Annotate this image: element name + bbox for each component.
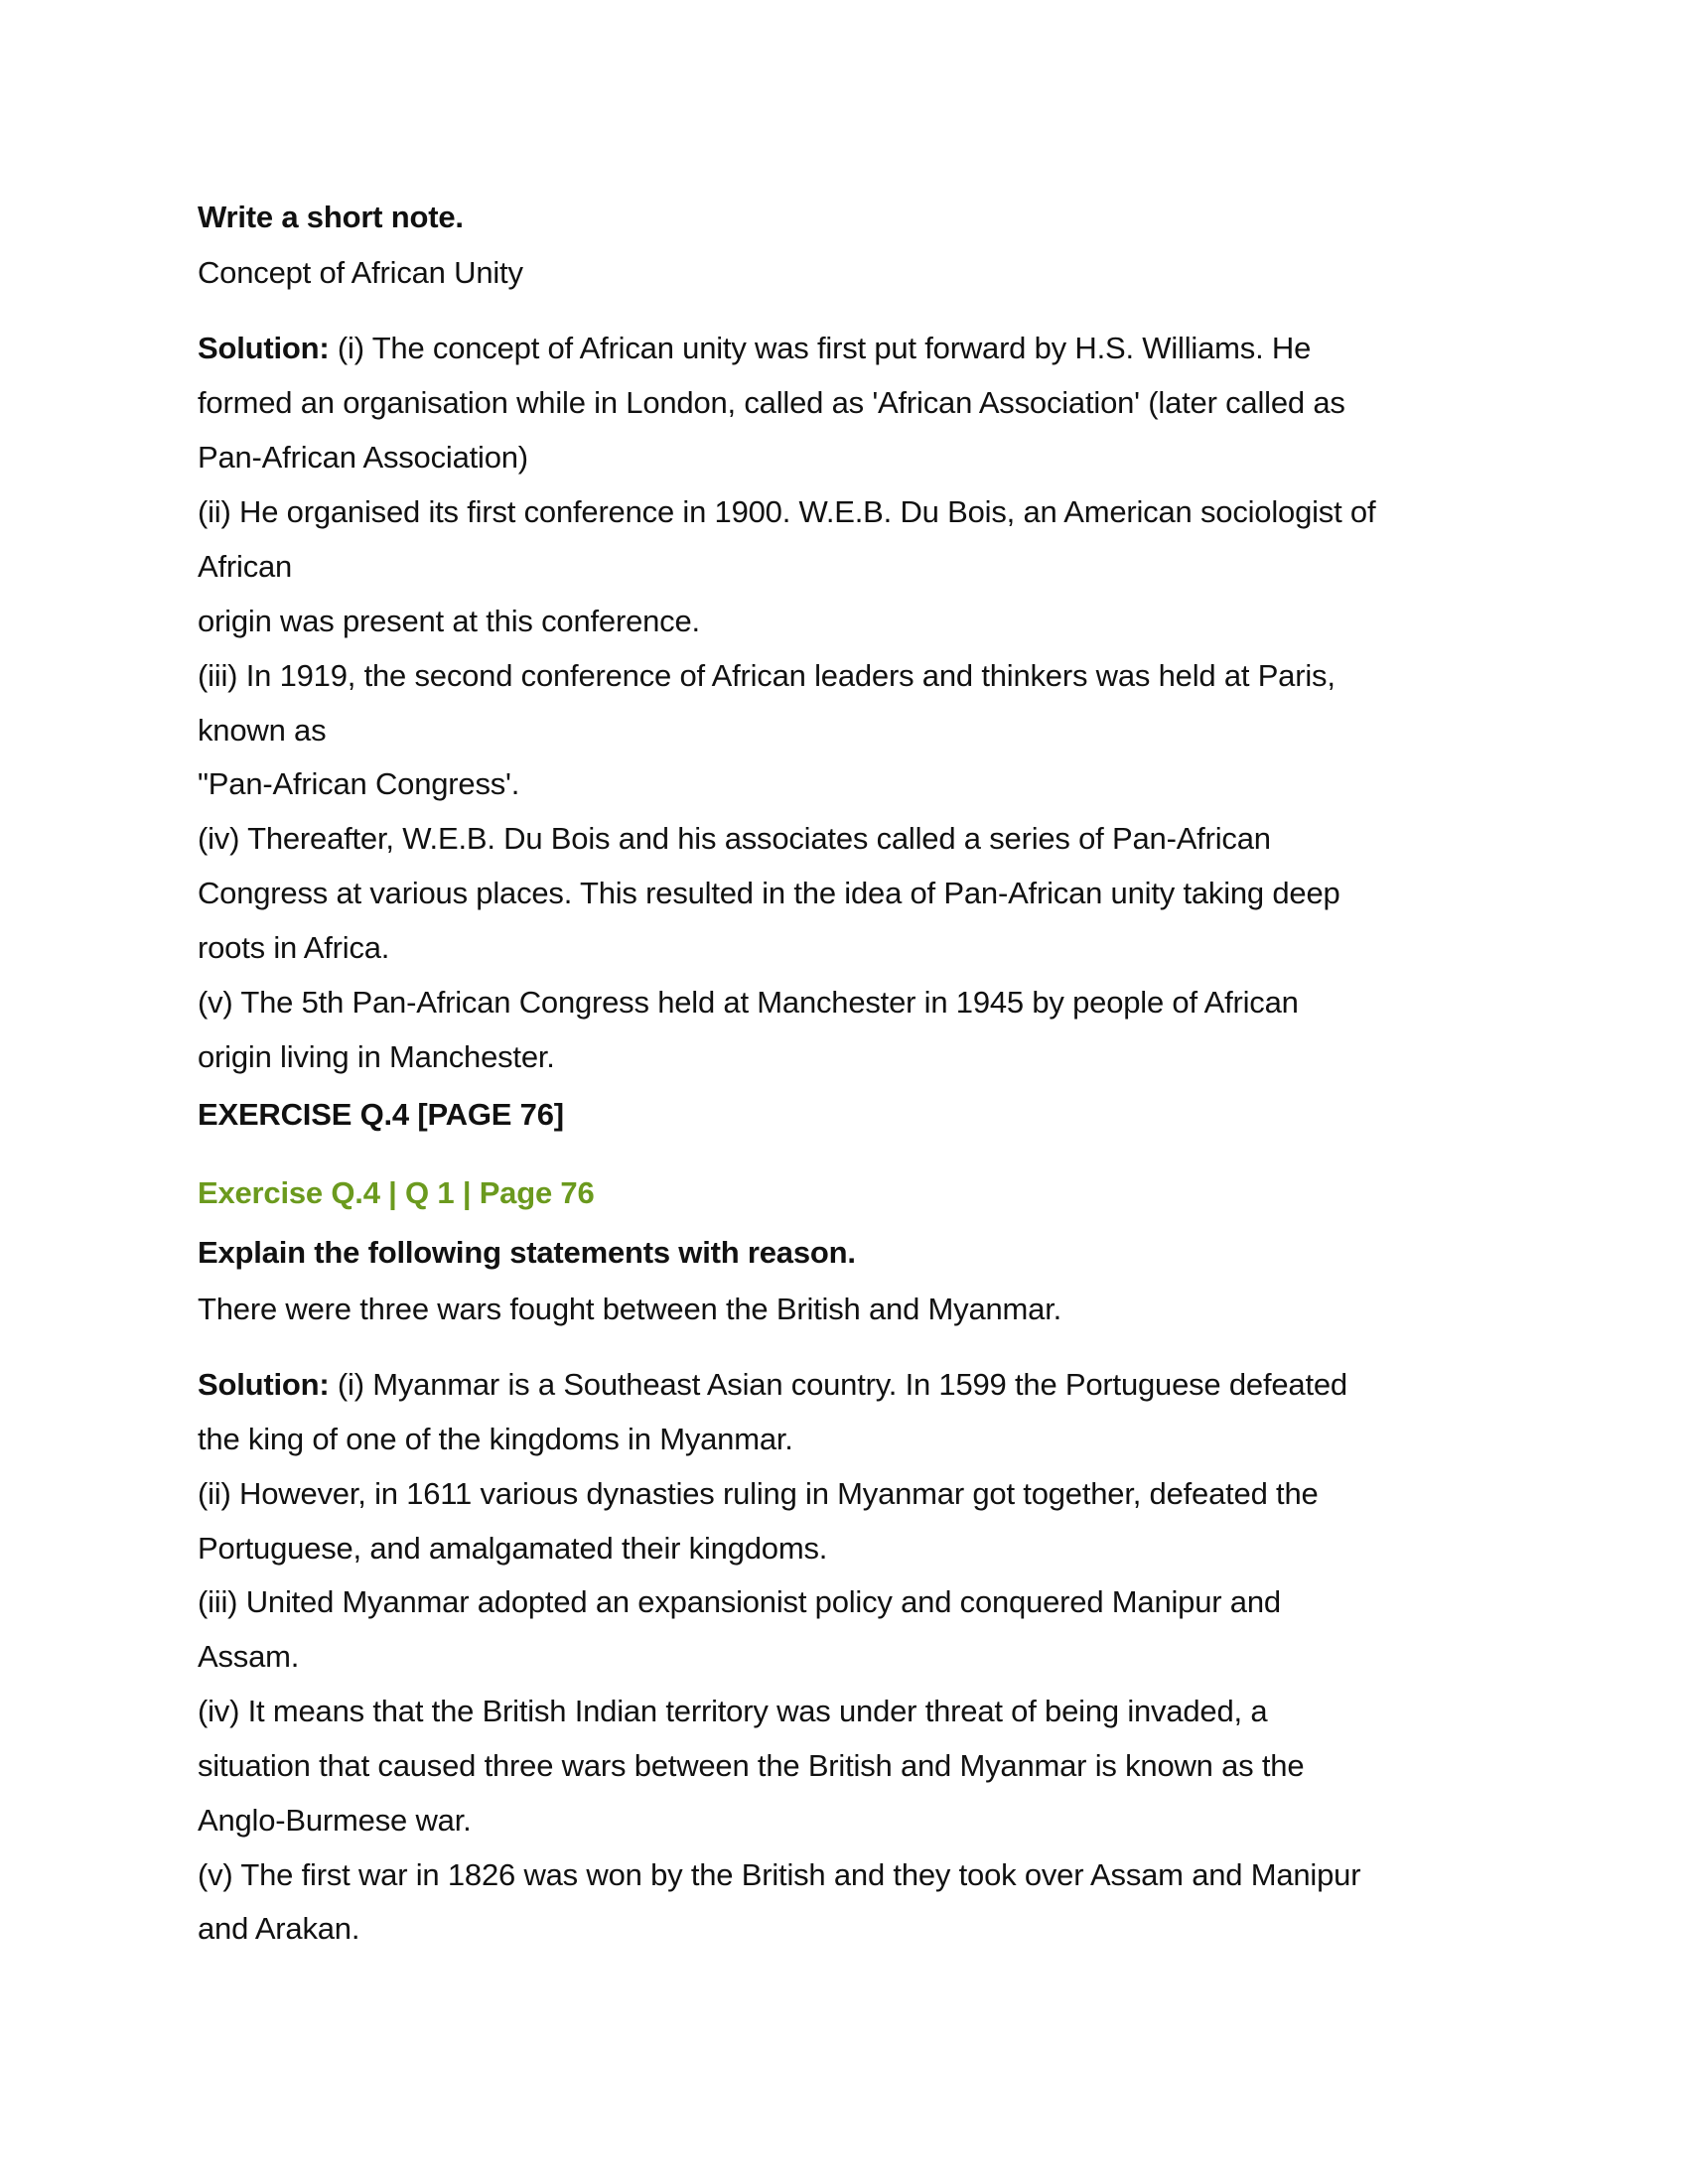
prompt-heading: Write a short note. [198, 200, 464, 234]
solution-line: (v) The first war in 1826 was won by the British and they took over Assam and Manipur [198, 1857, 1361, 1892]
solution-line: (v) The 5th Pan-African Congress held at Manchester in 1945 by people of African [198, 985, 1299, 1020]
solution-line: formed an organisation while in London, called as 'African Association' (later called as [198, 385, 1345, 420]
solution-line: known as [198, 713, 327, 748]
solution-line: Solution: (i) The concept of African unity was first put forward by H.S. Williams. He [198, 331, 1312, 365]
solution-line: origin was present at this conference. [198, 604, 700, 638]
prompt-heading: Explain the following statements with reason. [198, 1235, 856, 1270]
solution-line: situation that caused three wars between the British and Myanmar is known as the [198, 1748, 1305, 1783]
statement-text: There were three wars fought between the British and Myanmar. [198, 1292, 1062, 1326]
topic-text: Concept of African Unity [198, 255, 523, 290]
solution-line: Assam. [198, 1639, 300, 1674]
solution-label: Solution: [198, 1367, 330, 1402]
solution-line: (ii) However, in 1611 various dynasties ruling in Myanmar got together, defeated the [198, 1476, 1319, 1511]
solution-line: the king of one of the kingdoms in Myanmar. [198, 1422, 793, 1456]
solution-line: (iv) It means that the British Indian territory was under threat of being invaded, a [198, 1694, 1268, 1728]
solution-label: Solution: [198, 331, 330, 365]
question-reference[interactable]: Exercise Q.4 | Q 1 | Page 76 [198, 1175, 595, 1210]
solution-line: African [198, 549, 293, 584]
exercise-heading: EXERCISE Q.4 [PAGE 76] [198, 1097, 564, 1132]
solution-line: (iv) Thereafter, W.E.B. Du Bois and his associates called a series of Pan-African [198, 821, 1271, 856]
solution-line: "Pan-African Congress'. [198, 766, 520, 801]
solution-line: origin living in Manchester. [198, 1039, 555, 1074]
solution-line: Congress at various places. This resulted in the idea of Pan-African unity taking deep [198, 876, 1340, 910]
solution-line: roots in Africa. [198, 930, 390, 965]
solution-line: Anglo-Burmese war. [198, 1803, 472, 1838]
solution-line: (ii) He organised its first conference in 1900. W.E.B. Du Bois, an American sociologist of [198, 494, 1376, 529]
solution-line: (iii) In 1919, the second conference of African leaders and thinkers was held at Paris, [198, 658, 1336, 693]
solution-line: Pan-African Association) [198, 440, 528, 475]
solution-line: Portuguese, and amalgamated their kingdoms. [198, 1531, 828, 1566]
solution-line: and Arakan. [198, 1911, 360, 1946]
solution-line: Solution: (i) Myanmar is a Southeast Asian country. In 1599 the Portuguese defeated [198, 1367, 1347, 1402]
solution-line: (iii) United Myanmar adopted an expansionist policy and conquered Manipur and [198, 1584, 1281, 1619]
